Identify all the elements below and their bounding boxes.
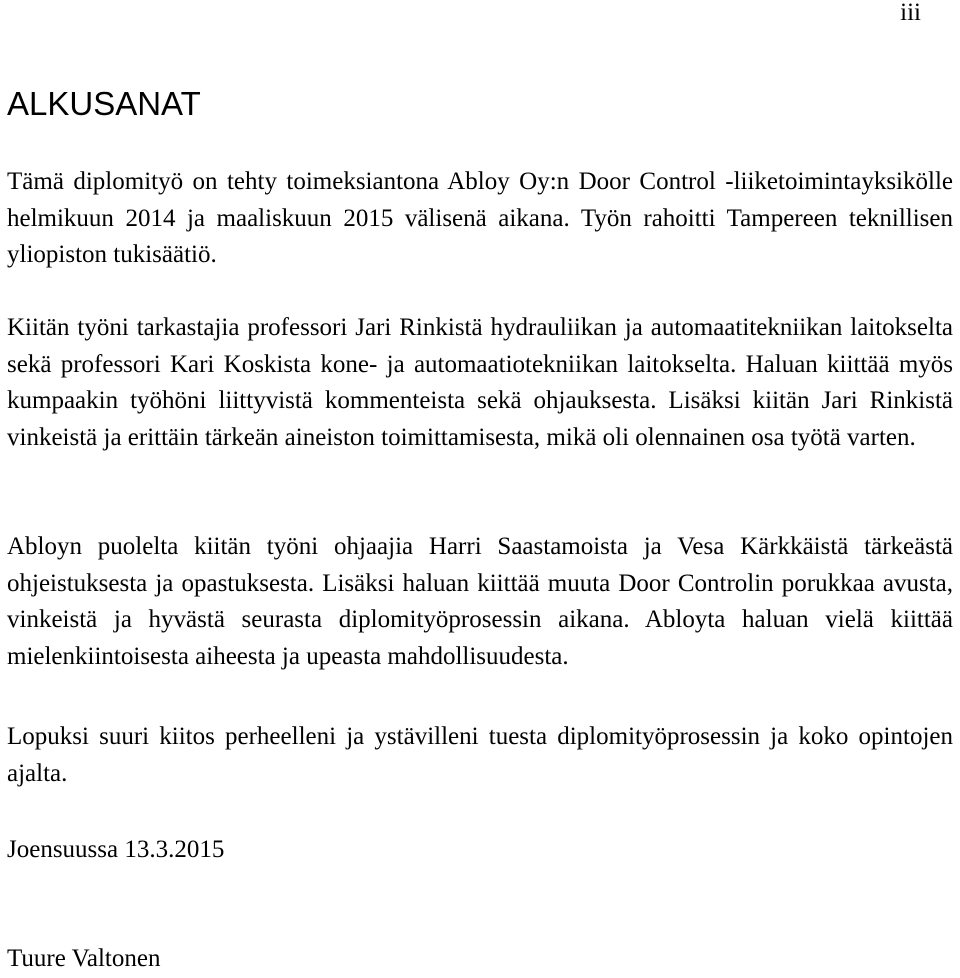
paragraph-supervisors: Kiitän työni tarkastajia professori Jari Rinkistä hydrauliikan ja automaatitekniikan laitokselta sekä professori Kari Koskista kone- ja automaatiotekniikan laitokselta. Haluan kiittää myös kumpaakin työhöni liittyvistä kommenteista sekä ohjauksesta. Lisäksi kiitän Jari Rinkistä vinkeistä ja erittäin tärkeän aineiston toimittamisesta, mikä oli olennainen osa työtä varten.: [7, 314, 953, 451]
paragraph-commission: Tämä diplomityö on tehty toimeksiantona Abloy Oy:n Door Control -liiketoimintayksikölle helmikuun 2014 ja maaliskuun 2015 välisenä aikana. Työn rahoitti Tampereen teknillisen yliopiston tukisäätiö.: [7, 168, 953, 269]
place-and-date: Joensuussa 13.3.2015: [7, 836, 225, 863]
paragraph-family-thanks: Lopuksi suuri kiitos perheelleni ja ystävilleni tuesta diplomityöprosessin ja koko opintojen ajalta.: [7, 723, 953, 787]
paragraph-abloy-thanks: Abloyn puolelta kiitän työni ohjaajia Harri Saastamoista ja Vesa Kärkkäistä tärkeästä ohjeistuksesta ja opastuksesta. Lisäksi haluan kiittää muuta Door Controlin porukkaa avusta, vinkeistä ja hyvästä seurasta diplomityöprosessin aikana. Abloyta haluan vielä kiittää mielenkiintoisesta aiheesta ja upeasta mahdollisuudesta.: [7, 533, 953, 670]
author-signature: Tuure Valtonen: [7, 945, 161, 972]
page-heading: ALKUSANAT: [7, 85, 201, 122]
page-number: iii: [900, 0, 921, 26]
